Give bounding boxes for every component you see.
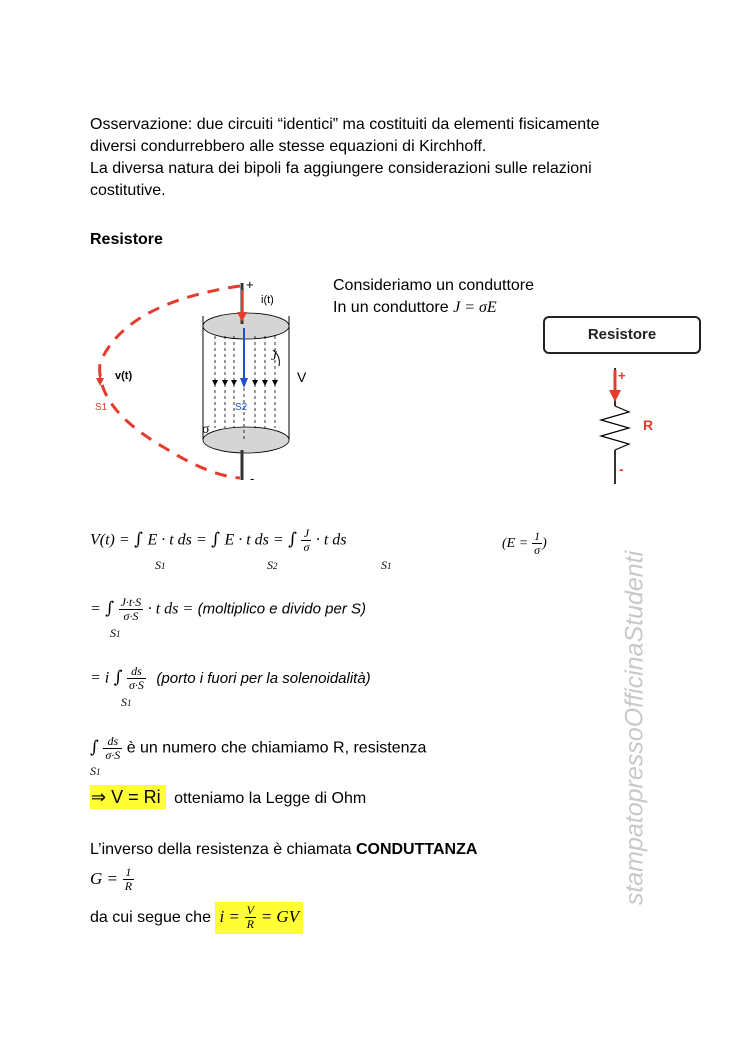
intro-line-3: La diversa natura dei bipoli fa aggiungere considerazioni sulle relazioni	[90, 160, 592, 177]
equation-solenoidal: = i ∫ $\frac{ds}{\sigma\cdot S}$ (porto i fuori per la solenoidalità)	[90, 664, 371, 692]
conductor-text	[333, 275, 534, 319]
diagram-s2-label: S2	[235, 402, 248, 413]
equation-voltage-integral	[90, 527, 347, 554]
resistor-zigzag	[601, 406, 629, 450]
watermark: stampatopressoOfficinaStudenti	[620, 550, 649, 905]
intro-line-1: Osservazione: due circuiti “identici” ma costituiti da elementi fisicamente	[90, 116, 600, 133]
diagram-v-label: V	[297, 369, 307, 385]
eq1-side-note: (E = $\frac{1}{\sigma}$ )	[502, 529, 547, 557]
diagram-j-label: J	[271, 348, 277, 363]
eq3-note: (porto i fuori per la solenoidalità)	[156, 669, 371, 687]
diagram-plus: +	[246, 278, 254, 292]
conductance-definition: L’inverso della resistenza è chiamata CONDUTTANZA	[90, 841, 478, 858]
eq1-side-fraction: $\frac{1}{\sigma}$	[534, 529, 541, 557]
eq1-term2: E · t ds =	[224, 531, 284, 549]
integral-icon: ∫	[134, 529, 143, 550]
eq1-sub-s2: S2	[267, 558, 278, 572]
eq4-text: è un numero che chiamiamo R, resistenza	[126, 739, 427, 757]
cylinder-bottom	[203, 313, 289, 339]
eq4-fraction: $\frac{ds}{\sigma\cdot S}$	[105, 734, 121, 762]
ohm-local-law: J = σE	[453, 299, 497, 316]
eq1-sub-s1b: S1	[381, 558, 392, 572]
voltage-arrow-icon	[96, 378, 104, 386]
diagram-voltage-label: v(t)	[115, 370, 133, 382]
current-formula: i = $\frac{V}{R}$ = GV	[215, 902, 303, 934]
conductor-diagram	[85, 278, 325, 490]
eq3-fraction: $\frac{ds}{\sigma\cdot S}$	[129, 664, 144, 692]
eq2-note: (moltiplico e divido per S)	[197, 600, 367, 618]
eq4-sub: S1	[90, 764, 101, 778]
integral-icon: ∫	[105, 598, 115, 619]
diagram-current-label: i(t)	[261, 294, 274, 306]
conductor-line-2-prefix: In un conduttore	[333, 299, 449, 316]
intro-line-4: costitutive.	[90, 182, 166, 199]
resistor-symbol	[585, 366, 665, 484]
eq2-fraction: $\frac{J\cdot t\cdot S}{\sigma\cdot S}$	[120, 595, 142, 623]
resistor-current-arrow-icon	[609, 390, 621, 402]
eq1-term3: · t ds	[315, 531, 347, 549]
eq1-term1: E · t ds =	[147, 531, 207, 549]
resistor-r-label: R	[643, 417, 654, 433]
conductance-fraction: $\frac{1}{R}$	[124, 865, 133, 893]
ohm-law-line	[90, 787, 366, 810]
cylinder-top	[203, 427, 289, 453]
integral-icon: ∫	[90, 737, 99, 758]
conductor-line-1: Consideriamo un conduttore	[333, 277, 535, 294]
resistor-minus: -	[619, 461, 624, 477]
eq1-lhs: V(t) =	[90, 531, 130, 549]
intro-paragraph	[90, 114, 600, 202]
resistor-title-box	[543, 316, 701, 354]
eq3-sub: S1	[121, 695, 132, 709]
intro-line-2: diversi condurrebbero alle stesse equazioni di Kirchhoff.	[90, 138, 487, 155]
eq1-fraction: $\frac{J}{\sigma}$	[303, 526, 310, 554]
equation-resistance-definition	[90, 735, 426, 762]
conductor-line-2	[333, 297, 534, 319]
equation-multiply-divide: = ∫ $\frac{J\cdot t\cdot S}{\sigma\cdot S}$ · t ds = (moltiplico e divido per S)	[90, 595, 367, 623]
diagram-sigma-label: σ	[202, 422, 210, 437]
integral-icon: ∫	[288, 529, 298, 550]
current-fraction: $\frac{V}{R}$	[246, 903, 254, 931]
diagram-s1-label: S1	[95, 402, 108, 413]
integral-icon: ∫	[211, 529, 220, 550]
diagram-minus: -	[250, 471, 255, 486]
section-title: Resistore	[90, 231, 163, 248]
eq1-sub-s1: S1	[155, 558, 166, 572]
current-formula-line: da cui segue che i = $\frac{V}{R}$ = GV	[90, 902, 303, 934]
ohm-law-formula: ⇒ V = Ri	[90, 785, 166, 809]
eq2-sub: S1	[110, 626, 121, 640]
resistor-title: Resistore	[587, 326, 657, 343]
resistor-plus: +	[618, 368, 626, 383]
conductance-formula: G = $\frac{1}{R}$	[90, 865, 133, 893]
ohm-law-text: otteniamo la Legge di Ohm	[174, 790, 367, 807]
conductance-term: CONDUTTANZA	[355, 841, 478, 858]
integral-icon: ∫	[113, 667, 123, 688]
